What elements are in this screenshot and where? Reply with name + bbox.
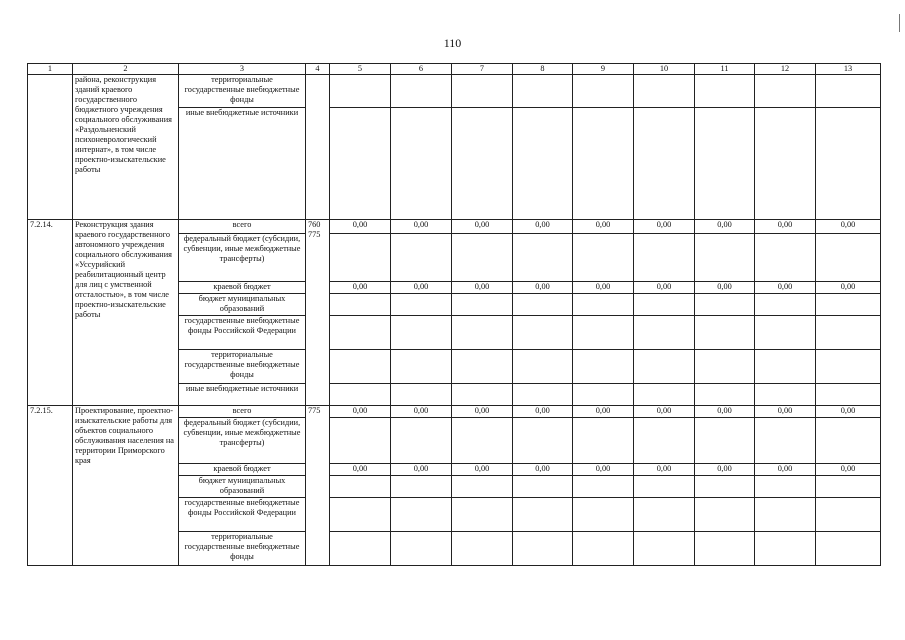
col-header-7: 7 (452, 64, 513, 75)
empty-value-cell (634, 108, 695, 220)
value-cell: 0,00 (634, 220, 695, 234)
value-cell: 0,00 (695, 220, 755, 234)
empty-value-cell (755, 294, 816, 316)
empty-value-cell (755, 234, 816, 282)
code-cell (306, 75, 330, 220)
empty-value-cell (573, 476, 634, 498)
value-cell: 0,00 (634, 464, 695, 476)
col-header-12: 12 (755, 64, 816, 75)
empty-value-cell (573, 108, 634, 220)
value-cell: 0,00 (755, 464, 816, 476)
empty-value-cell (816, 350, 881, 384)
item-description: Проектирование, проектно-изыскательские работы для объектов социального обслуживания населения на территории Приморского края (73, 406, 179, 566)
empty-value-cell (573, 316, 634, 350)
item-number: 7.2.15. (28, 406, 73, 566)
value-cell: 0,00 (513, 464, 573, 476)
col-header-3: 3 (179, 64, 306, 75)
empty-value-cell (634, 384, 695, 406)
empty-value-cell (573, 75, 634, 108)
value-cell: 0,00 (695, 406, 755, 418)
empty-value-cell (391, 384, 452, 406)
empty-value-cell (755, 476, 816, 498)
empty-value-cell (452, 234, 513, 282)
value-cell: 0,00 (452, 220, 513, 234)
empty-value-cell (452, 532, 513, 566)
empty-value-cell (816, 234, 881, 282)
value-cell: 0,00 (391, 464, 452, 476)
empty-value-cell (330, 316, 391, 350)
value-cell: 0,00 (816, 282, 881, 294)
empty-value-cell (513, 294, 573, 316)
empty-value-cell (330, 532, 391, 566)
value-cell: 0,00 (330, 282, 391, 294)
empty-value-cell (452, 75, 513, 108)
empty-value-cell (695, 294, 755, 316)
code-cell: 775 (306, 406, 330, 566)
empty-value-cell (513, 350, 573, 384)
empty-value-cell (573, 384, 634, 406)
empty-value-cell (452, 294, 513, 316)
funding-source: федеральный бюджет (субсидии, субвенции, иные межбюджетные трансферты) (179, 234, 306, 282)
empty-value-cell (452, 476, 513, 498)
empty-value-cell (513, 75, 573, 108)
funding-source: государственные внебюджетные фонды Российской Федерации (179, 498, 306, 532)
empty-value-cell (330, 108, 391, 220)
empty-value-cell (452, 316, 513, 350)
funding-source: территориальные государственные внебюджетные фонды (179, 75, 306, 108)
empty-value-cell (634, 476, 695, 498)
value-cell: 0,00 (816, 464, 881, 476)
item-number-cell (28, 75, 73, 220)
value-cell: 0,00 (330, 406, 391, 418)
funding-source: бюджет муниципальных образований (179, 294, 306, 316)
continuation-row (28, 75, 881, 108)
empty-value-cell (634, 75, 695, 108)
funding-source: всего (179, 220, 306, 234)
empty-value-cell (391, 234, 452, 282)
empty-value-cell (513, 316, 573, 350)
col-header-11: 11 (695, 64, 755, 75)
empty-value-cell (452, 418, 513, 464)
empty-value-cell (391, 476, 452, 498)
empty-value-cell (452, 498, 513, 532)
empty-value-cell (634, 350, 695, 384)
value-cell: 0,00 (816, 220, 881, 234)
value-cell: 0,00 (391, 220, 452, 234)
empty-value-cell (816, 532, 881, 566)
empty-value-cell (695, 316, 755, 350)
empty-value-cell (755, 532, 816, 566)
empty-value-cell (755, 384, 816, 406)
value-cell: 0,00 (573, 406, 634, 418)
empty-value-cell (695, 384, 755, 406)
funding-source: иные внебюджетные источники (179, 384, 306, 406)
value-cell: 0,00 (391, 282, 452, 294)
value-cell: 0,00 (452, 282, 513, 294)
funding-source: государственные внебюджетные фонды Российской Федерации (179, 316, 306, 350)
header-row (28, 64, 881, 75)
empty-value-cell (695, 75, 755, 108)
empty-value-cell (816, 75, 881, 108)
value-cell: 0,00 (391, 406, 452, 418)
empty-value-cell (695, 234, 755, 282)
item-7214-row (28, 220, 881, 234)
empty-value-cell (695, 532, 755, 566)
value-cell: 0,00 (513, 220, 573, 234)
empty-value-cell (634, 418, 695, 464)
empty-value-cell (755, 108, 816, 220)
value-cell: 0,00 (634, 282, 695, 294)
empty-value-cell (755, 350, 816, 384)
col-header-13: 13 (816, 64, 881, 75)
empty-value-cell (391, 532, 452, 566)
empty-value-cell (634, 234, 695, 282)
col-header-6: 6 (391, 64, 452, 75)
value-cell: 0,00 (573, 282, 634, 294)
item-description: Реконструкция здания краевого государственного автономного учреждения социального обслуживания «Уссурийский реабилитационный центр для лиц с умственной отсталостью», в том числе проектно-изыскательские работы (73, 220, 179, 406)
empty-value-cell (330, 476, 391, 498)
empty-value-cell (513, 532, 573, 566)
empty-value-cell (573, 294, 634, 316)
col-header-8: 8 (513, 64, 573, 75)
empty-value-cell (816, 384, 881, 406)
empty-value-cell (755, 75, 816, 108)
empty-value-cell (634, 498, 695, 532)
empty-value-cell (755, 498, 816, 532)
value-cell: 0,00 (816, 406, 881, 418)
item-number: 7.2.14. (28, 220, 73, 406)
funding-source: бюджет муниципальных образований (179, 476, 306, 498)
value-cell: 0,00 (513, 406, 573, 418)
empty-value-cell (513, 498, 573, 532)
col-header-4: 4 (306, 64, 330, 75)
empty-value-cell (452, 384, 513, 406)
empty-value-cell (513, 234, 573, 282)
empty-value-cell (513, 476, 573, 498)
value-cell: 0,00 (330, 220, 391, 234)
empty-value-cell (573, 234, 634, 282)
empty-value-cell (391, 108, 452, 220)
funding-source: иные внебюджетные источники (179, 108, 306, 220)
funding-source: федеральный бюджет (субсидии, субвенции, иные межбюджетные трансферты) (179, 418, 306, 464)
empty-value-cell (330, 418, 391, 464)
col-header-10: 10 (634, 64, 695, 75)
value-cell: 0,00 (755, 282, 816, 294)
value-cell: 0,00 (695, 464, 755, 476)
empty-value-cell (695, 108, 755, 220)
empty-value-cell (391, 294, 452, 316)
empty-value-cell (513, 108, 573, 220)
empty-value-cell (573, 498, 634, 532)
empty-value-cell (816, 476, 881, 498)
empty-value-cell (816, 294, 881, 316)
col-header-2: 2 (73, 64, 179, 75)
empty-value-cell (330, 350, 391, 384)
table-body (28, 64, 881, 566)
empty-value-cell (816, 498, 881, 532)
value-cell: 0,00 (573, 464, 634, 476)
value-cell: 0,00 (695, 282, 755, 294)
value-cell: 0,00 (452, 464, 513, 476)
empty-value-cell (573, 532, 634, 566)
funding-source: территориальные государственные внебюджетные фонды (179, 532, 306, 566)
value-cell: 0,00 (634, 406, 695, 418)
col-header-9: 9 (573, 64, 634, 75)
empty-value-cell (695, 418, 755, 464)
empty-value-cell (330, 234, 391, 282)
value-cell: 0,00 (573, 220, 634, 234)
col-header-5: 5 (330, 64, 391, 75)
empty-value-cell (573, 350, 634, 384)
empty-value-cell (330, 294, 391, 316)
value-cell: 0,00 (330, 464, 391, 476)
funding-source: краевой бюджет (179, 282, 306, 294)
empty-value-cell (452, 108, 513, 220)
empty-value-cell (755, 418, 816, 464)
page-number: 110 (443, 36, 462, 50)
empty-value-cell (513, 418, 573, 464)
empty-value-cell (573, 418, 634, 464)
item-description: района, реконструкция зданий краевого государственного бюджетного учреждения социального обслуживания «Раздольненский психоневрологический интернат», в том числе проектно-изыскательские работы (73, 75, 179, 220)
edge-mark (899, 14, 900, 32)
empty-value-cell (816, 316, 881, 350)
empty-value-cell (816, 108, 881, 220)
empty-value-cell (391, 316, 452, 350)
empty-value-cell (452, 350, 513, 384)
empty-value-cell (391, 350, 452, 384)
empty-value-cell (330, 75, 391, 108)
empty-value-cell (634, 316, 695, 350)
code-cell: 760 775 (306, 220, 330, 406)
empty-value-cell (695, 350, 755, 384)
col-header-1: 1 (28, 64, 73, 75)
value-cell: 0,00 (513, 282, 573, 294)
empty-value-cell (513, 384, 573, 406)
funding-source: всего (179, 406, 306, 418)
empty-value-cell (695, 498, 755, 532)
budget-table (27, 63, 881, 566)
funding-source: краевой бюджет (179, 464, 306, 476)
item-7215-row (28, 406, 881, 418)
empty-value-cell (391, 498, 452, 532)
empty-value-cell (391, 75, 452, 108)
empty-value-cell (391, 418, 452, 464)
empty-value-cell (755, 316, 816, 350)
empty-value-cell (330, 384, 391, 406)
empty-value-cell (816, 418, 881, 464)
funding-source: территориальные государственные внебюджетные фонды (179, 350, 306, 384)
empty-value-cell (634, 294, 695, 316)
empty-value-cell (634, 532, 695, 566)
value-cell: 0,00 (755, 220, 816, 234)
empty-value-cell (695, 476, 755, 498)
value-cell: 0,00 (755, 406, 816, 418)
empty-value-cell (330, 498, 391, 532)
value-cell: 0,00 (452, 406, 513, 418)
